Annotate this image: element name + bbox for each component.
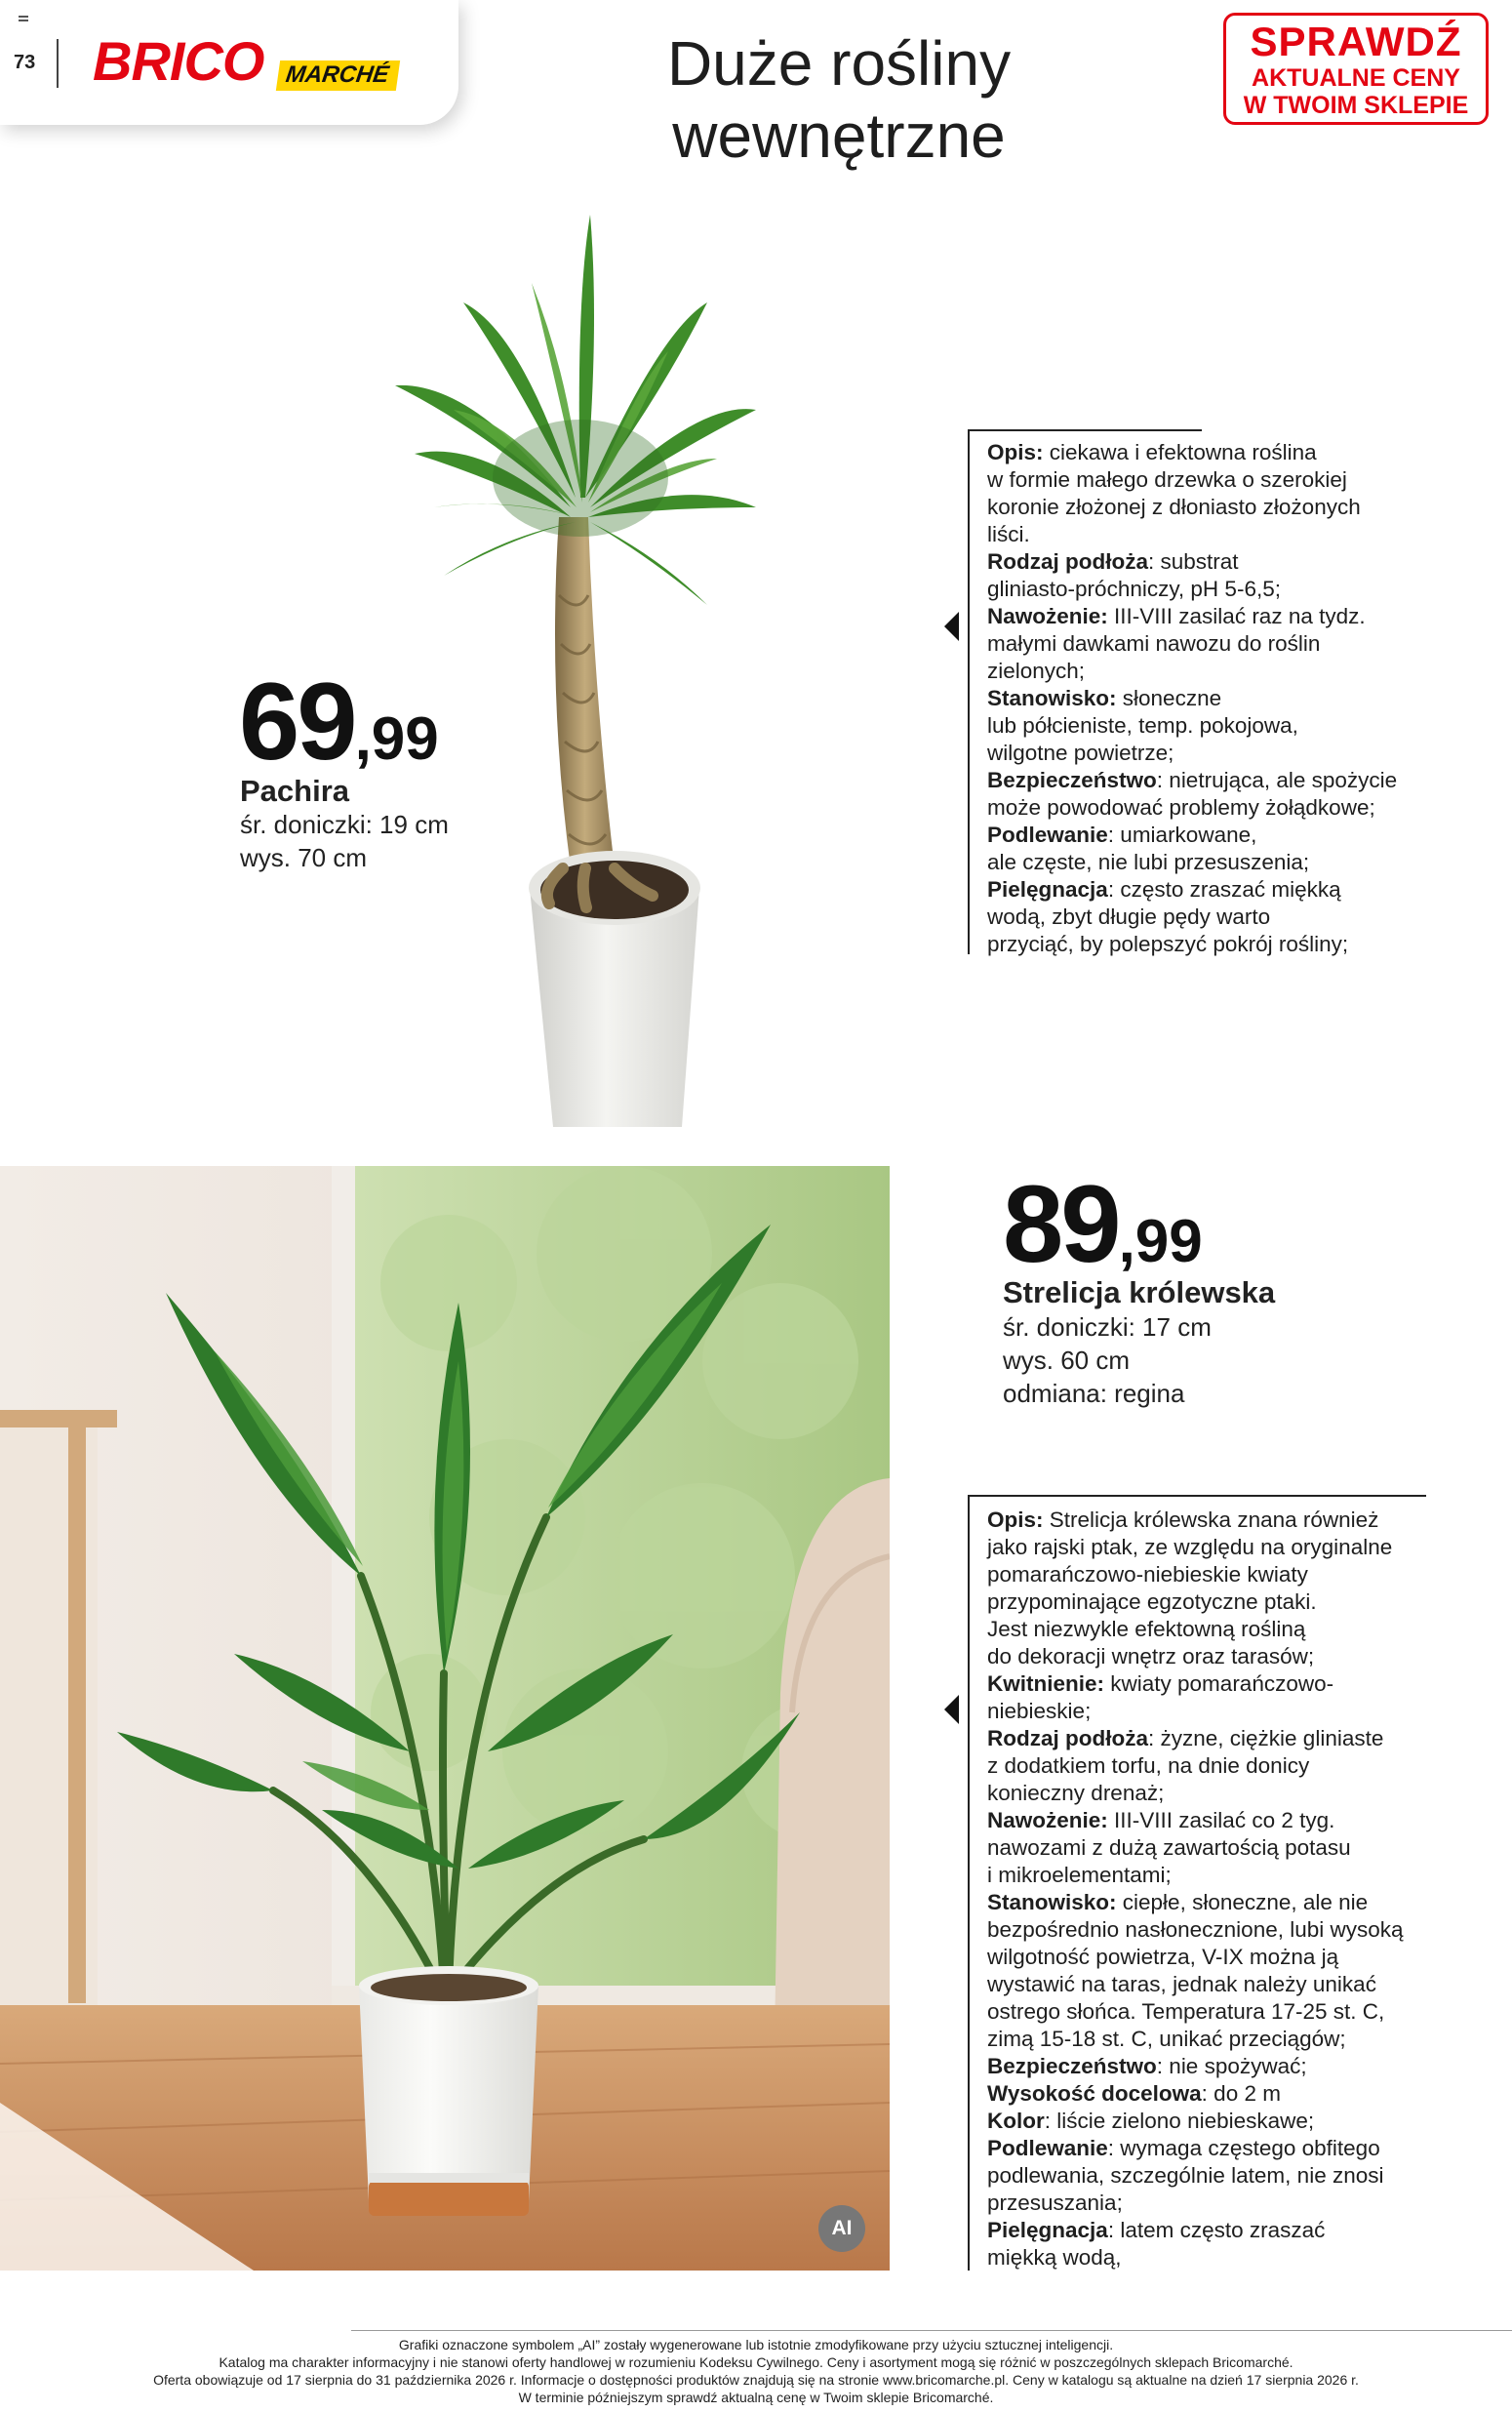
description-line: [987, 521, 1426, 548]
description-value: wodą, zbyt długie pędy warto: [987, 904, 1271, 929]
description-label: Nawożenie:: [987, 604, 1108, 628]
description-value: ciekawa i efektowna roślina: [1043, 440, 1317, 464]
footer-line: Grafiki oznaczone symbolem „AI” zostały wygenerowane lub istotnie zmodyfikowane przy użyciu sztucznej inteligencji.: [398, 2337, 1114, 2352]
description-line: [987, 630, 1426, 658]
description-line: [987, 1807, 1426, 1834]
description-value: zielonych;: [987, 659, 1086, 683]
ai-badge: AI: [818, 2205, 865, 2252]
price-strelicja: [1003, 1161, 1203, 1287]
description-value: : żyzne, ciężkie gliniaste: [1148, 1726, 1384, 1750]
description-text: [970, 429, 1426, 958]
description-value: do dekoracji wnętrz oraz tarasów;: [987, 1644, 1315, 1668]
description-value: w formie małego drzewka o szerokiej: [987, 467, 1347, 492]
description-value: ale częste, nie lubi przesuszenia;: [987, 850, 1310, 874]
description-value: pomarańczowo-niebieskie kwiaty: [987, 1562, 1308, 1587]
description-value: koronie złożonej z dłoniasto złożonych: [987, 495, 1361, 519]
description-line: [987, 876, 1426, 904]
bricomarche-logo[interactable]: [93, 29, 405, 98]
description-label: Opis:: [987, 1508, 1044, 1532]
description-value: wilgotne powietrze;: [987, 741, 1174, 765]
description-line: [987, 548, 1426, 576]
description-value: liści.: [987, 522, 1030, 546]
description-value: gliniasto-próchniczy, pH 5-6,5;: [987, 577, 1281, 601]
description-line: [987, 931, 1426, 958]
price-pachira-integer: 69: [239, 661, 355, 783]
description-line: [987, 1643, 1426, 1670]
description-value: niebieskie;: [987, 1699, 1092, 1723]
footer-line: Katalog ma charakter informacyjny i nie stanowi oferty handlowej w rozumieniu Kodeksu Cywilnego. Ceny i asortyment mogą się różnić w poszczególnych sklepach Bricomarché.: [219, 2354, 1293, 2370]
description-rule: [968, 1495, 1426, 1497]
description-value: z dodatkiem torfu, na dnie donicy: [987, 1753, 1310, 1778]
description-value: III-VIII zasilać co 2 tyg.: [1107, 1808, 1335, 1832]
description-line: [987, 1507, 1426, 1534]
strelicja-photo: [0, 1166, 890, 2271]
description-value: konieczny drenaż;: [987, 1781, 1165, 1805]
description-line: [987, 466, 1426, 494]
description-label: Opis:: [987, 440, 1044, 464]
description-value: nawozami z dużą zawartością potasu: [987, 1835, 1351, 1860]
description-line: [987, 1971, 1426, 1998]
description-value: : latem często zraszać: [1107, 2218, 1326, 2242]
description-line: [987, 1670, 1426, 1698]
description-value: : substrat: [1148, 549, 1239, 574]
price-pachira-decimal: ,99: [354, 705, 439, 773]
description-line: [987, 2162, 1426, 2190]
description-value: Strelicja królewska znana również: [1043, 1508, 1379, 1532]
description-line: [987, 1998, 1426, 2026]
description-label: Pielęgnacja: [987, 2218, 1108, 2242]
description-label: Bezpieczeństwo: [987, 768, 1157, 792]
description-line: [987, 1862, 1426, 1889]
description-line: [987, 603, 1426, 630]
description-line: [987, 1752, 1426, 1780]
description-value: : liście zielono niebieskawe;: [1044, 2109, 1315, 2133]
description-value: i mikroelementami;: [987, 1863, 1172, 1887]
description-value: : do 2 m: [1201, 2081, 1281, 2106]
description-value: : często zraszać miękką: [1107, 877, 1341, 902]
description-label: Stanowisko:: [987, 686, 1117, 710]
description-label: Bezpieczeństwo: [987, 2054, 1157, 2078]
description-line: [987, 685, 1426, 712]
description-value: III-VIII zasilać raz na tydz.: [1107, 604, 1366, 628]
description-label: Pielęgnacja: [987, 877, 1108, 902]
description-rule: [968, 429, 1202, 431]
description-value: przyciąć, by polepszyć pokrój rośliny;: [987, 932, 1349, 956]
menu-icon[interactable]: [19, 16, 28, 23]
description-value: zimą 15-18 st. C, unikać przeciągów;: [987, 2027, 1346, 2051]
description-value: kwiaty pomarańczowo-: [1104, 1671, 1334, 1696]
description-value: : nietrująca, ale spożycie: [1156, 768, 1398, 792]
logo-brico-text: BRICO: [93, 30, 264, 92]
description-line: [987, 1780, 1426, 1807]
description-line: [987, 1534, 1426, 1561]
check-prices-badge: [1223, 13, 1489, 125]
description-value: słoneczne: [1116, 686, 1222, 710]
product-spec: wys. 60 cm: [1003, 1346, 1131, 1375]
description-label: Kwitnienie:: [987, 1671, 1105, 1696]
logo-marche-text: MARCHÉ: [276, 60, 401, 91]
pointer-arrow-icon: [944, 1695, 959, 1724]
description-value: ostrego słońca. Temperatura 17-25 st. C,: [987, 1999, 1385, 2024]
description-line: [987, 2108, 1426, 2135]
description-line: [987, 1616, 1426, 1643]
description-label: Podlewanie: [987, 823, 1108, 847]
description-line: [987, 1916, 1426, 1944]
description-value: wystawić na taras, jednak należy unikać: [987, 1972, 1376, 1996]
page-title: [576, 27, 1102, 172]
product-spec: śr. doniczki: 17 cm: [1003, 1312, 1212, 1342]
description-line: [987, 2190, 1426, 2217]
description-line: [987, 658, 1426, 685]
description-line: [987, 1944, 1426, 1971]
page-title-line-2: wewnętrzne: [672, 100, 1006, 171]
price-pachira: [239, 659, 439, 784]
description-label: Rodzaj podłoża: [987, 1726, 1148, 1750]
description-label: Nawożenie:: [987, 1808, 1108, 1832]
description-value: : nie spożywać;: [1156, 2054, 1307, 2078]
footer-line: Oferta obowiązuje od 17 sierpnia do 31 października 2026 r. Informacje o dostępności produktów znajdują się na stronie www.bricomarche.pl. Ceny w katalogu są aktualne na dzień 17 sierpnia 2026 r.: [153, 2372, 1359, 2388]
description-line: [987, 1698, 1426, 1725]
description-line: [987, 1834, 1426, 1862]
description-line: [987, 2217, 1426, 2244]
product-spec: wys. 70 cm: [240, 843, 368, 872]
description-label: Rodzaj podłoża: [987, 549, 1148, 574]
description-label: Podlewanie: [987, 2136, 1108, 2160]
description-value: ciepłe, słoneczne, ale nie: [1116, 1890, 1369, 1914]
description-value: miękką wodą,: [987, 2245, 1122, 2270]
description-value: przesuszania;: [987, 2191, 1123, 2215]
pointer-arrow-icon: [944, 612, 959, 641]
footer-disclaimer: [0, 2336, 1512, 2406]
description-line: [987, 2080, 1426, 2108]
product-spec: śr. doniczki: 19 cm: [240, 810, 449, 839]
badge-line-3: W TWOIM SKLEPIE: [1243, 92, 1469, 119]
description-line: [987, 2026, 1426, 2053]
description-value: przypominające egzotyczne ptaki.: [987, 1589, 1317, 1614]
description-value: bezpośrednio nasłonecznione, lubi wysoką: [987, 1917, 1404, 1942]
footer-line: W terminie późniejszym sprawdź aktualną cenę w Twoim sklepie Bricomarché.: [518, 2390, 994, 2405]
description-line: [987, 2244, 1426, 2271]
footer-rule: [351, 2330, 1512, 2331]
description-value: : umiarkowane,: [1107, 823, 1257, 847]
description-label: Wysokość docelowa: [987, 2081, 1202, 2106]
description-label: Stanowisko:: [987, 1890, 1117, 1914]
description-value: wilgotność powietrza, V-IX można ją: [987, 1945, 1339, 1969]
header-divider: [57, 39, 59, 88]
description-line: [987, 576, 1426, 603]
description-line: [987, 1725, 1426, 1752]
description-label: Kolor: [987, 2109, 1045, 2133]
description-box-pachira: [968, 429, 1426, 954]
description-value: małymi dawkami nawozu do roślin: [987, 631, 1321, 656]
product-name-strelicja: Strelicja królewska: [1003, 1275, 1276, 1309]
description-line: [987, 822, 1426, 849]
price-strelicja-decimal: ,99: [1118, 1208, 1203, 1275]
description-value: jako rajski ptak, ze względu na oryginalne: [987, 1535, 1393, 1559]
description-line: [987, 2135, 1426, 2162]
product-spec: odmiana: regina: [1003, 1379, 1185, 1408]
description-value: lub półcieniste, temp. pokojowa,: [987, 713, 1298, 738]
description-line: [987, 849, 1426, 876]
description-line: [987, 767, 1426, 794]
description-line: [987, 2053, 1426, 2080]
description-line: [987, 712, 1426, 740]
description-text: [970, 1495, 1426, 2271]
description-line: [987, 439, 1426, 466]
page-title-line-1: Duże rośliny: [666, 28, 1012, 99]
description-value: podlewania, szczególnie latem, nie znosi: [987, 2163, 1384, 2188]
description-line: [987, 794, 1426, 822]
product-name-pachira: Pachira: [240, 774, 350, 808]
description-line: [987, 1889, 1426, 1916]
description-line: [987, 904, 1426, 931]
description-value: może powodować problemy żołądkowe;: [987, 795, 1375, 820]
description-line: [987, 740, 1426, 767]
description-line: [987, 494, 1426, 521]
page-number: 73: [14, 52, 36, 73]
description-value: Jest niezwykle efektowną rośliną: [987, 1617, 1306, 1641]
price-strelicja-integer: 89: [1003, 1163, 1119, 1285]
description-value: : wymaga częstego obfitego: [1107, 2136, 1380, 2160]
description-line: [987, 1561, 1426, 1588]
badge-line-1: SPRAWDŹ: [1250, 19, 1462, 64]
badge-line-2: AKTUALNE CENY: [1252, 64, 1460, 92]
description-box-strelicja: [968, 1495, 1426, 2271]
description-line: [987, 1588, 1426, 1616]
